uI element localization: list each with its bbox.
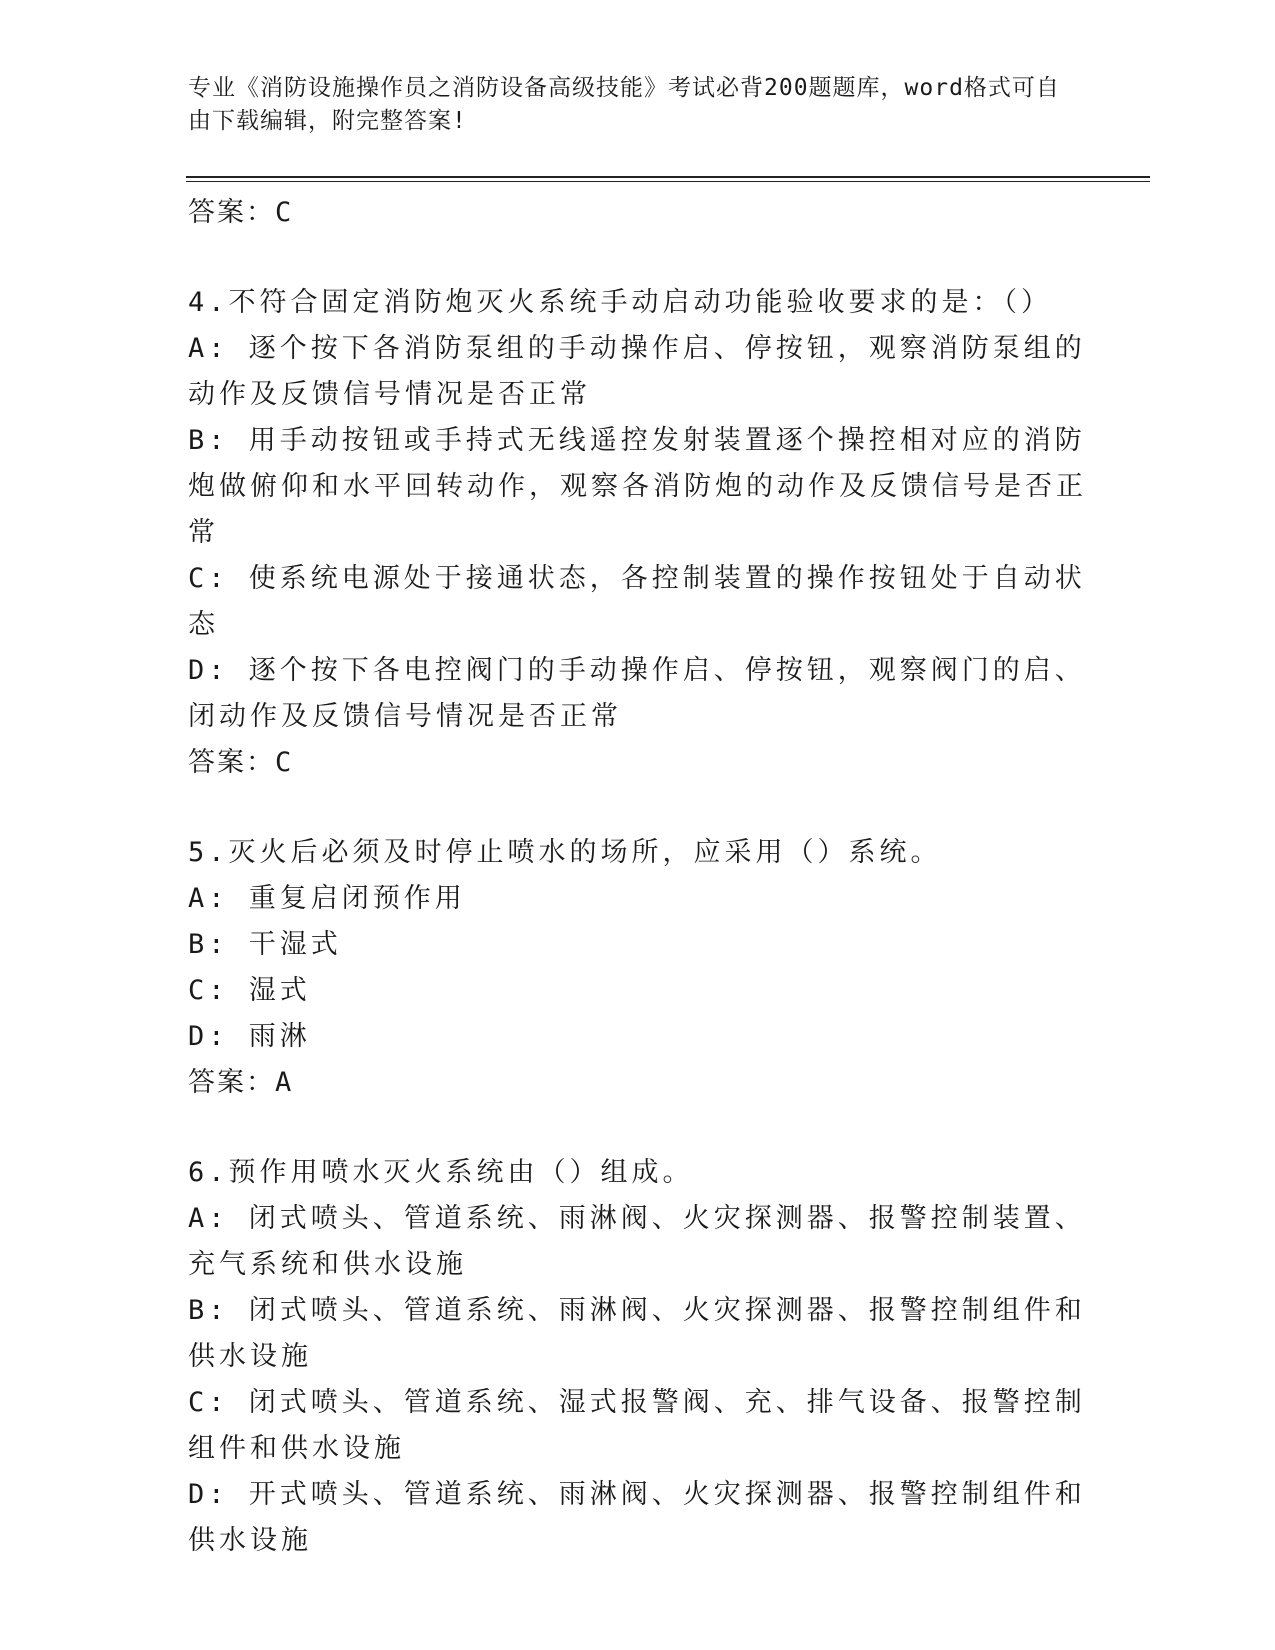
answer-line: 答案：C [188,197,294,228]
option-a: A: 逐个按下各消防泵组的手动操作启、停按钮，观察消防泵组的动作及反馈信号情况是否正常 [188,333,1086,410]
question-5 [188,830,1088,1106]
option-d: D: 雨淋 [188,1021,311,1052]
option-b: B: 干湿式 [188,929,342,960]
question-stem: 6.预作用喷水灭火系统由（）组成。 [188,1157,694,1188]
option-b: B: 闭式喷头、管道系统、雨淋阀、火灾探测器、报警控制组件和供水设施 [188,1295,1086,1372]
answer-line: 答案：A [188,1067,294,1098]
option-b: B: 用手动按钮或手持式无线遥控发射装置逐个操控相对应的消防炮做俯仰和水平回转动作，观察各消防炮的动作及反馈信号是否正常 [188,425,1087,548]
question-4 [188,280,1088,786]
option-d: D: 开式喷头、管道系统、雨淋阀、火灾探测器、报警控制组件和供水设施 [188,1479,1086,1556]
option-a: A: 闭式喷头、管道系统、雨淋阀、火灾探测器、报警控制装置、充气系统和供水设施 [188,1203,1086,1280]
option-c: C: 使系统电源处于接通状态，各控制装置的操作按钮处于自动状态 [188,563,1086,640]
question-6 [188,1150,1088,1564]
option-c: C: 湿式 [188,975,311,1006]
question-stem: 5.灭火后必须及时停止喷水的场所，应采用（）系统。 [188,837,942,868]
option-d: D: 逐个按下各电控阀门的手动操作启、停按钮，观察阀门的启、闭动作及反馈信号情况是否正常 [188,655,1086,732]
document-body [188,190,1088,1564]
question-stem: 4.不符合固定消防炮灭火系统手动启动功能验收要求的是：（） [188,287,1053,318]
answer-line: 答案：C [188,747,294,778]
document-header-title: 专业《消防设施操作员之消防设备高级技能》考试必背200题题库，word格式可自由下载编辑，附完整答案! [188,75,1060,134]
document-header [188,72,1068,138]
option-c: C: 闭式喷头、管道系统、湿式报警阀、充、排气设备、报警控制组件和供水设施 [188,1387,1086,1464]
option-a: A: 重复启闭预作用 [188,883,466,914]
header-divider [186,176,1150,178]
